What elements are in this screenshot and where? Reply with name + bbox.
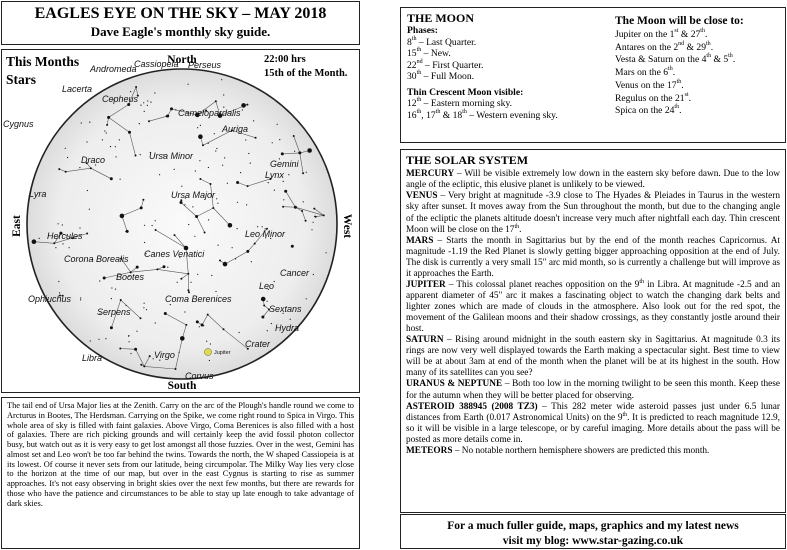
star <box>143 365 145 367</box>
star <box>263 305 265 307</box>
star <box>301 210 303 212</box>
star <box>62 243 63 244</box>
star <box>267 330 268 331</box>
star <box>279 139 280 140</box>
star <box>174 169 175 170</box>
constellation-label: Coma Berenices <box>165 294 232 304</box>
star <box>147 100 148 101</box>
star <box>130 353 131 354</box>
star <box>195 170 196 171</box>
star <box>134 348 137 351</box>
star <box>326 252 327 253</box>
close-item: Antares on the 2nd & 29th. <box>615 40 714 53</box>
star <box>81 122 82 123</box>
star <box>180 201 183 204</box>
map-heading: This Months Stars <box>6 54 80 87</box>
star <box>224 157 225 158</box>
star <box>223 262 228 267</box>
star <box>143 307 144 308</box>
star <box>140 364 142 366</box>
star <box>195 215 198 218</box>
star <box>323 214 325 216</box>
star <box>254 243 256 245</box>
star <box>175 368 177 370</box>
star <box>199 178 201 180</box>
crescent-item: 12th – Eastern morning sky. <box>407 97 513 110</box>
star <box>140 105 141 106</box>
star <box>217 203 218 204</box>
star <box>136 266 139 269</box>
star <box>167 267 168 268</box>
moon-panel <box>400 7 786 143</box>
star <box>261 297 266 302</box>
star <box>222 165 223 166</box>
star <box>110 177 113 180</box>
star <box>65 171 67 173</box>
star <box>235 258 236 259</box>
constellation-label: Crater <box>245 339 271 349</box>
star <box>190 282 191 283</box>
constellation-label: Draco <box>81 155 106 165</box>
star <box>136 331 137 332</box>
star <box>166 115 169 118</box>
star <box>219 260 221 262</box>
constellation-label: Leo <box>259 281 275 291</box>
star <box>241 103 246 108</box>
constellation-label: Lyra <box>29 189 47 199</box>
star <box>313 208 315 210</box>
star <box>282 206 284 208</box>
star <box>187 273 189 275</box>
star <box>130 91 131 92</box>
blog-link[interactable]: visit my blog: www.star-gazing.co.uk <box>502 534 684 547</box>
star <box>281 152 284 155</box>
star <box>212 207 214 209</box>
star <box>246 250 249 253</box>
star <box>232 247 233 248</box>
star <box>80 299 81 300</box>
star <box>144 225 145 226</box>
star <box>315 216 317 218</box>
star <box>180 336 185 341</box>
star <box>98 339 99 340</box>
star <box>179 352 180 353</box>
star <box>155 220 156 221</box>
star <box>188 84 189 85</box>
phases-label: Phases: <box>407 25 438 37</box>
star <box>86 233 88 235</box>
constellation-label: Lacerta <box>62 84 93 94</box>
star <box>58 281 59 282</box>
star <box>192 206 193 207</box>
star <box>79 227 80 228</box>
constellation-label: Corvus <box>185 371 214 381</box>
constellation-label: Cepheus <box>102 94 139 104</box>
star <box>247 185 249 187</box>
star <box>174 234 176 236</box>
star <box>210 343 211 344</box>
star <box>128 335 129 336</box>
close-item: Vesta & Saturn on the 4th & 5th. <box>615 53 736 66</box>
star <box>306 172 307 173</box>
star <box>267 301 268 302</box>
star <box>294 151 295 152</box>
star <box>251 261 252 262</box>
star <box>306 298 307 299</box>
star <box>140 317 142 319</box>
star <box>125 231 126 232</box>
star <box>187 289 189 291</box>
star <box>126 305 127 306</box>
star <box>208 219 209 220</box>
moon-title: THE MOON <box>407 11 475 25</box>
star <box>39 238 40 239</box>
entry-asteroid: ASTEROID 388945 (2008 TZ3) – This 282 meter wide asteroid passes just under 6.5 lunar distances from Earth (0.017 Astronomical Units) on the 9th. It is predicted to reach magnitude 12.9, so it will be visible in a large telescope, or by careful imaging. More details about the pass will be posted as more details come in. <box>406 401 780 445</box>
star <box>79 167 80 168</box>
star <box>139 123 140 124</box>
star <box>120 179 121 180</box>
star <box>119 348 121 350</box>
star <box>262 226 263 227</box>
star <box>199 326 200 327</box>
star <box>236 181 239 184</box>
stars-description: The tail end of Ursa Major lies at the Zenith. Carry on the arc of the Plough's handle round we come to Arcturus in Bootes, The Herdsman. Carrying on the Spike, we come right round to Spica in Virgo. This whole area of sky is filled with faint galaxies. Above Virgo, Coma Berenices is also filled with a host of galaxies. There are rich picking grounds and will certainly keep the avid fossil photon collector busy, but watch out as it is very easy to get lost amongst all those fuzzies. Over in the west, Gemini has almost set and Leo won't be too far behind the twins. Towards the north, the W shaped Cassiopeia is at its lowest. Of course it never sets from our latitude, being circumpolar. The Milky Way lies very close to the horizon at the time of our map, but over in the east Cygnus is starting to rise as summer approaches. It's not easy observing in bright skies over the next few months, but there are rewards for those who have the patience and circumstances to be able to stay up late enough to take advantage of dark skies. <box>1 397 360 549</box>
star <box>218 245 219 246</box>
star <box>204 232 206 234</box>
star <box>177 282 178 283</box>
star <box>227 183 228 184</box>
star <box>65 148 66 149</box>
star <box>106 132 107 133</box>
star <box>237 202 238 203</box>
star <box>271 323 272 324</box>
star <box>184 311 185 312</box>
star <box>62 224 63 225</box>
constellation-label: Cancer <box>280 268 310 278</box>
star <box>67 157 68 158</box>
entry-jupiter: JUPITER – This colossal planet reaches opposition on the 9th in Libra. At magnitude -2.5 and an apparent diameter of 45" arc it makes a fascinating object to watch the changing dark belts and lighter zones which are made of clouds in the atmosphere. Also look out for the red spot, the movement of the Galilean moons and their shadow crossings, as they constantly jostle around their host. <box>406 278 780 335</box>
star <box>129 341 130 342</box>
close-item: Regulus on the 21st. <box>615 91 691 104</box>
page-subtitle: Dave Eagle's monthly sky guide. <box>90 24 271 39</box>
star <box>216 198 217 199</box>
star <box>223 328 225 330</box>
compass-north: North <box>167 54 197 66</box>
constellation-label: Corona Borealis <box>64 254 129 264</box>
star <box>268 182 269 183</box>
star <box>32 239 37 244</box>
star <box>313 222 314 223</box>
constellation-label: Serpens <box>97 307 131 317</box>
star <box>283 181 284 182</box>
star <box>170 304 171 305</box>
star <box>184 204 185 205</box>
constellation-label: Gemini <box>270 159 299 169</box>
star <box>90 167 92 169</box>
star <box>107 116 110 119</box>
star-map-panel <box>1 49 360 393</box>
star <box>207 314 209 316</box>
entry-mercury: MERCURY – Will be visible extremely low down in the eastern sky before dawn. Due to the low angle of the ecliptic, this elusive planet is unlikely to be viewed. <box>406 169 780 191</box>
star <box>185 324 187 326</box>
constellation-label: Canes Venatici <box>144 249 205 259</box>
star <box>116 156 117 157</box>
star <box>239 332 240 333</box>
star <box>206 341 207 342</box>
star <box>144 111 145 112</box>
star <box>120 299 122 301</box>
blog-footer <box>400 514 786 549</box>
blog-line1: For a much fuller guide, maps, graphics and my latest news <box>447 520 739 532</box>
star <box>211 275 212 276</box>
close-title: The Moon will be close to: <box>615 15 744 27</box>
star <box>154 92 155 93</box>
star <box>149 355 151 357</box>
star <box>293 135 295 137</box>
star <box>253 120 254 121</box>
star <box>203 325 204 326</box>
compass-south: South <box>167 380 197 392</box>
star <box>180 278 182 280</box>
constellation-label: Bootes <box>116 272 145 282</box>
star <box>188 224 189 225</box>
star <box>313 274 314 275</box>
star <box>102 139 103 140</box>
constellation-label: Sextans <box>269 304 302 314</box>
star <box>290 319 291 320</box>
map-time-date: 22:00 hrs 15th of the Month. <box>264 54 348 79</box>
star <box>142 199 144 201</box>
star <box>214 133 215 134</box>
star <box>111 298 112 299</box>
close-item: Jupiter on the 1st & 27th. <box>615 27 708 40</box>
entry-mars: MARS – Starts the month in Sagittarius but by the end of the month reaches Capricornus. At magnitude -1.19 the Red Planet is slowly getting bigger approaching opposition at the end of July. The disk is currently a very small 15" arc mid month, so is currently a challenge but will improve as it approaches the Earth. <box>406 235 780 279</box>
star <box>143 102 144 103</box>
star <box>58 168 60 170</box>
title-box <box>1 1 360 45</box>
star <box>246 104 248 106</box>
constellation-label: Ursa Major <box>171 190 216 200</box>
star <box>111 287 112 288</box>
constellation-label: Cygnus <box>3 119 34 129</box>
star <box>80 297 81 298</box>
constellation-label: Virgo <box>154 350 175 360</box>
star <box>89 209 90 210</box>
star <box>106 124 108 126</box>
phase-item: 15th – New. <box>407 47 451 60</box>
star <box>246 204 247 205</box>
phase-item: 30th – Full Moon. <box>407 70 475 83</box>
crescent-item: 16th, 17th & 18th – Western evening sky. <box>407 108 558 121</box>
star <box>202 144 204 146</box>
close-item: Spica on the 24th. <box>615 104 682 117</box>
star <box>298 151 301 154</box>
star <box>188 291 190 293</box>
star <box>58 223 59 224</box>
star <box>257 226 258 227</box>
star <box>164 312 167 315</box>
star <box>307 148 312 153</box>
close-item: Mars on the 6th. <box>615 66 676 79</box>
star <box>144 303 145 304</box>
star <box>261 316 264 319</box>
star <box>250 163 251 164</box>
star <box>115 146 116 147</box>
star <box>86 141 87 142</box>
star <box>215 291 216 292</box>
constellation-label: Leo Minor <box>245 229 286 239</box>
star <box>119 139 120 140</box>
constellation-label: Hercules <box>47 231 83 241</box>
star <box>150 102 151 103</box>
star <box>159 174 160 175</box>
star <box>303 201 304 202</box>
star <box>170 107 173 110</box>
star <box>155 229 157 231</box>
star <box>147 105 148 106</box>
constellation-label: Ophiuchus <box>28 294 72 304</box>
entry-saturn: SATURN – Rising around midnight in the south eastern sky in Sagittarius. At magnitude 0.3 its rings are now very well displayed towards the Earth making a spectacular sight. Best time to view will be at about 3am at end of the month when the planet will be at its highest in the south. How many of its satellites can you see? <box>406 335 780 379</box>
star <box>284 190 287 193</box>
star <box>152 225 153 226</box>
star <box>156 268 158 270</box>
star <box>99 280 100 281</box>
star <box>146 309 147 310</box>
constellation-label: Perseus <box>188 60 222 70</box>
star <box>103 277 106 280</box>
star <box>201 324 204 327</box>
star <box>110 326 113 329</box>
star <box>175 109 176 110</box>
star <box>55 247 56 248</box>
constellation-label: Lynx <box>265 170 284 180</box>
star <box>53 242 55 244</box>
constellation-label: Jupiter <box>214 350 231 356</box>
star <box>221 79 222 80</box>
star <box>110 146 111 147</box>
entry-uranus-neptune: URANUS & NEPTUNE – Both too low in the morning twilight to be seen this month. Keep these for the autumn when they will be better placed for observing. <box>406 379 781 401</box>
entry-meteors: METEORS – No notable northern hemisphere showers are predicted this month. <box>406 445 710 456</box>
star-chart <box>2 50 359 392</box>
jupiter-icon <box>205 349 212 356</box>
star <box>274 190 275 191</box>
star <box>89 122 90 123</box>
crescent-label: Thin Crescent Moon visible: <box>407 86 524 98</box>
constellation-label: Andromeda <box>90 64 137 74</box>
star <box>87 190 88 191</box>
close-item: Venus on the 17th. <box>615 78 684 91</box>
star <box>197 127 198 128</box>
solar-title: THE SOLAR SYSTEM <box>406 153 529 167</box>
star <box>272 142 273 143</box>
compass-west: West <box>341 213 353 239</box>
star <box>105 338 106 339</box>
star <box>208 143 209 144</box>
star <box>215 150 216 151</box>
star <box>311 229 312 230</box>
star <box>288 174 289 175</box>
star <box>200 125 201 126</box>
star <box>120 214 125 219</box>
star <box>135 155 137 157</box>
star <box>135 86 137 88</box>
star <box>277 124 278 125</box>
phase-item: 8th – Last Quarter. <box>407 35 477 48</box>
star <box>228 223 233 228</box>
constellation-label: Hydra <box>275 323 300 333</box>
moon-close-list <box>615 15 785 118</box>
star <box>237 228 238 229</box>
constellation-label: Camelopardalis <box>178 108 241 118</box>
star <box>198 134 203 139</box>
star <box>245 139 246 140</box>
star <box>194 236 195 237</box>
star <box>140 206 143 209</box>
entry-venus: VENUS – Very bright at magnitude -3.9 close to The Hyades & Pleiades in Taurus in the western sky after sunset. It moves away from the Sun throughout the month, but due to the changing angle of the ecliptic the planets altitude doesn't increase very much after nightfall each day. Thin crescent Moon will be close on the 17th. <box>406 191 780 235</box>
star <box>216 148 217 149</box>
constellation-label: Auriga <box>222 124 249 134</box>
star <box>294 206 297 209</box>
page-title: EAGLES EYE ON THE SKY – MAY 2018 <box>34 5 327 22</box>
star <box>181 186 182 187</box>
moon-phases <box>407 11 612 121</box>
constellation-label: Ursa Minor <box>149 151 194 161</box>
star <box>90 340 91 341</box>
star <box>115 289 116 290</box>
star <box>148 120 150 122</box>
phase-item: 22nd – First Quarter. <box>407 58 484 71</box>
star <box>210 183 212 185</box>
solar-system-panel <box>400 149 786 513</box>
compass-east: East <box>11 215 23 237</box>
constellation-label: Cassiopeia <box>134 59 179 69</box>
star <box>240 172 241 173</box>
star <box>208 167 209 168</box>
star <box>305 220 307 222</box>
star <box>104 130 105 131</box>
star <box>197 274 198 275</box>
star <box>248 153 249 154</box>
star <box>196 320 199 323</box>
star <box>144 242 145 243</box>
star <box>302 172 304 174</box>
star <box>140 154 141 155</box>
star <box>155 322 156 323</box>
star <box>69 247 70 248</box>
star <box>199 160 200 161</box>
star <box>223 94 224 95</box>
star <box>163 265 166 268</box>
star <box>283 199 284 200</box>
star <box>291 245 294 248</box>
constellation-label: Libra <box>82 353 103 363</box>
star <box>215 100 217 102</box>
star <box>242 109 243 110</box>
star <box>255 137 257 139</box>
star <box>209 360 210 361</box>
star <box>128 131 131 134</box>
